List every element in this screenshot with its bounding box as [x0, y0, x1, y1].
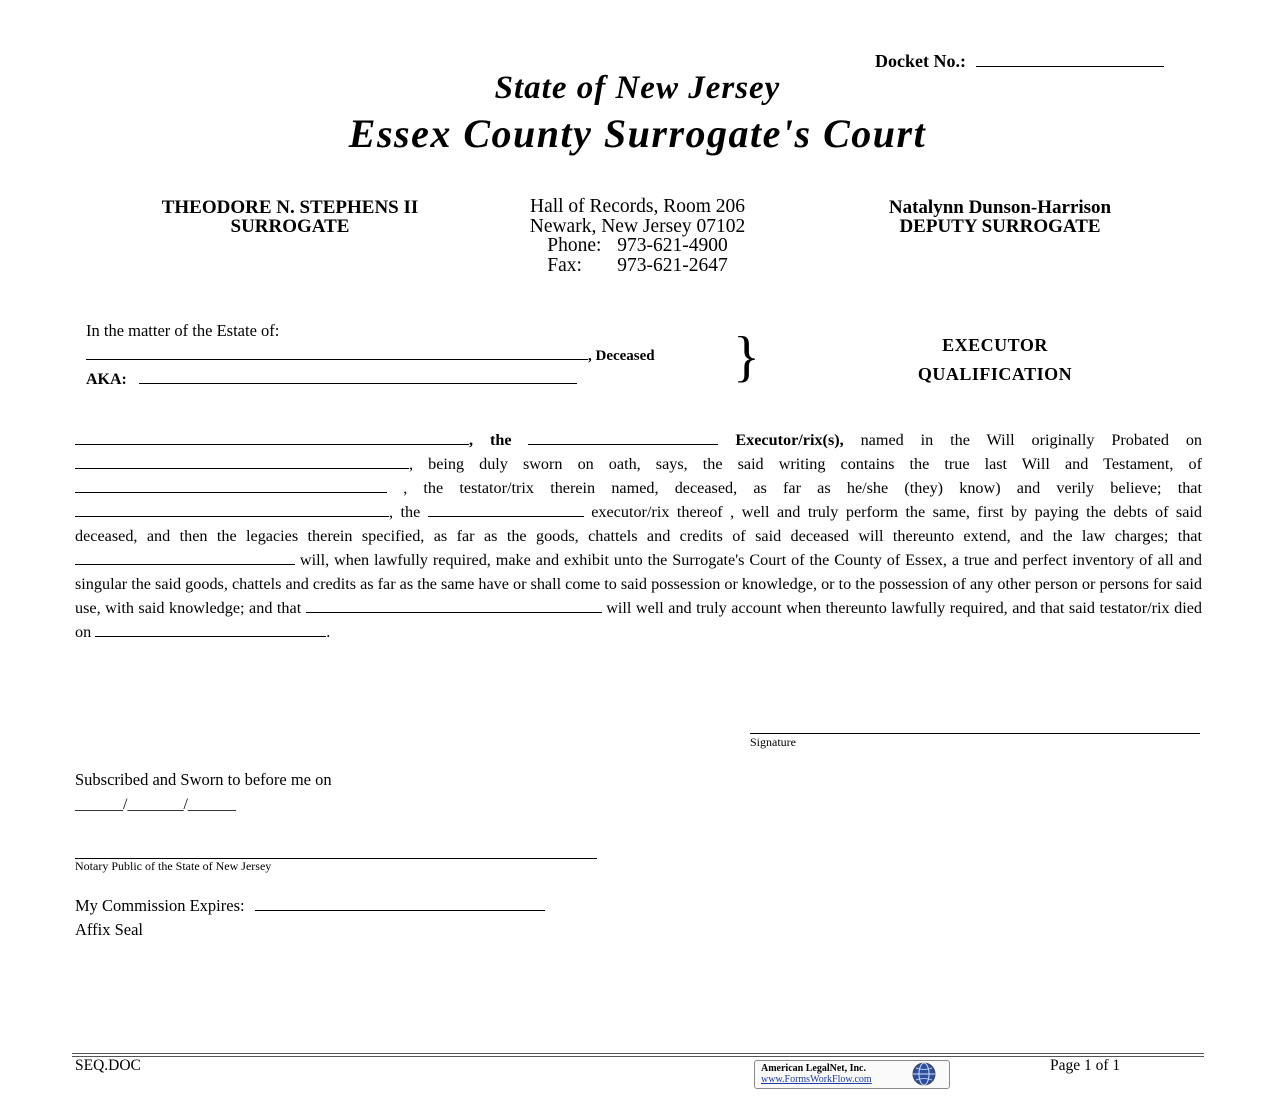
notary-label: Notary Public of the State of New Jersey	[75, 859, 272, 873]
oath-text-e: executor/rix thereof , well and truly perform the same, first by paying the debts of said deceased, and then the legacies therein specified, as far as the goods, chattels and credits of said deceased will thereunto extend, and the law charges; that	[75, 503, 1202, 545]
state-title: State of New Jersey	[494, 70, 781, 106]
surrogate-title: SURROGATE	[230, 216, 350, 237]
court-address-block	[485, 197, 790, 275]
signature-line[interactable]	[750, 733, 1200, 734]
court-title: Essex County Surrogate's Court	[348, 111, 927, 156]
docket-number-field[interactable]	[976, 50, 1164, 67]
the-label: , the	[469, 431, 512, 449]
estate-matter-label: In the matter of the Estate of:	[86, 321, 280, 340]
vendor-name: American LegalNet, Inc.	[761, 1063, 866, 1074]
footer-divider	[72, 1053, 1204, 1054]
sworn-statement: Subscribed and Sworn to before me on	[75, 770, 332, 789]
address-line-2: Newark, New Jersey 07102	[529, 215, 746, 237]
probate-date-field[interactable]	[75, 456, 409, 469]
form-title	[860, 331, 1130, 389]
docket-label: Docket No.:	[875, 51, 966, 71]
signature-label: Signature	[750, 735, 796, 749]
deputy-name: Natalynn Dunson-Harrison	[888, 197, 1112, 218]
oath-text-f: will, when lawfully required, make and exhibit unto the Surrogate's Court of the County of Essex, a true and perfect inventory of all and singular the said goods, chattels and credits as far as the same have or shall come to said possession or knowledge, or to the possession of any other person or persons for said use, with said knowledge; and that	[75, 551, 1202, 617]
testator-name-field[interactable]	[75, 480, 387, 493]
aka-label: AKA:	[86, 371, 127, 388]
executor-role-label: Executor/rix(s),	[735, 431, 844, 449]
fax-line	[485, 256, 790, 276]
commission-label: My Commission Expires:	[75, 896, 245, 915]
oath-text-a: named in the Will originally Probated on	[843, 431, 1203, 449]
aka-row	[86, 370, 577, 389]
vendor-link[interactable]: www.FormsWorkFlow.com	[761, 1074, 872, 1085]
death-date-field[interactable]	[95, 624, 326, 637]
deceased-label: , Deceased	[588, 348, 655, 364]
deputy-block	[840, 198, 1160, 236]
sworn-date-field[interactable]: ______/_______/______	[75, 796, 236, 813]
executor-count-field[interactable]	[528, 432, 718, 445]
executor-name-field[interactable]	[75, 432, 469, 445]
form-title-line-2: QUALIFICATION	[917, 364, 1073, 384]
address-line-1: Hall of Records, Room 206	[529, 196, 745, 217]
document-code: SEQ.DOC	[75, 1057, 141, 1074]
deputy-title: DEPUTY SURROGATE	[899, 216, 1101, 237]
executor-name-field-2[interactable]	[75, 504, 389, 517]
deceased-name-field[interactable]	[86, 346, 588, 360]
account-party-field[interactable]	[306, 600, 602, 613]
aka-field[interactable]	[139, 370, 577, 384]
oath-end: .	[326, 623, 331, 641]
form-title-line-1: EXECUTOR	[942, 335, 1048, 355]
fax-number: 973-621-2647	[617, 254, 728, 276]
phone-line	[485, 236, 790, 256]
oath-text-b: , being duly sworn on oath, says, the said writing contains the true last Will and Testament, of	[409, 455, 1202, 473]
commission-date-field[interactable]	[255, 897, 545, 911]
page-number: Page 1 of 1	[1050, 1057, 1121, 1074]
phone-number: 973-621-4900	[617, 235, 728, 256]
docket-number	[875, 50, 1164, 72]
caption-brace: }	[733, 326, 760, 388]
surrogate-name: THEODORE N. STEPHENS II	[161, 197, 419, 218]
fax-label: Fax:	[547, 254, 582, 276]
deceased-row	[86, 346, 655, 365]
executor-role-field[interactable]	[428, 504, 584, 517]
inventory-party-field[interactable]	[75, 552, 295, 565]
footer-divider-2	[72, 1056, 1204, 1057]
surrogate-block	[115, 198, 465, 236]
affix-seal-label: Affix Seal	[75, 920, 143, 939]
commission-row	[75, 896, 545, 916]
oath-paragraph	[75, 428, 1202, 644]
oath-text-c: , the testator/trix therein named, deceased, as far as he/she (they) know) and verily believe; that	[387, 479, 1202, 497]
globe-icon	[912, 1062, 936, 1086]
phone-label: Phone:	[547, 235, 602, 256]
oath-text-g: will well and truly account when thereunto lawfully required, and that said testator/rix died on	[75, 599, 1202, 641]
oath-text-d: , the	[389, 503, 428, 521]
